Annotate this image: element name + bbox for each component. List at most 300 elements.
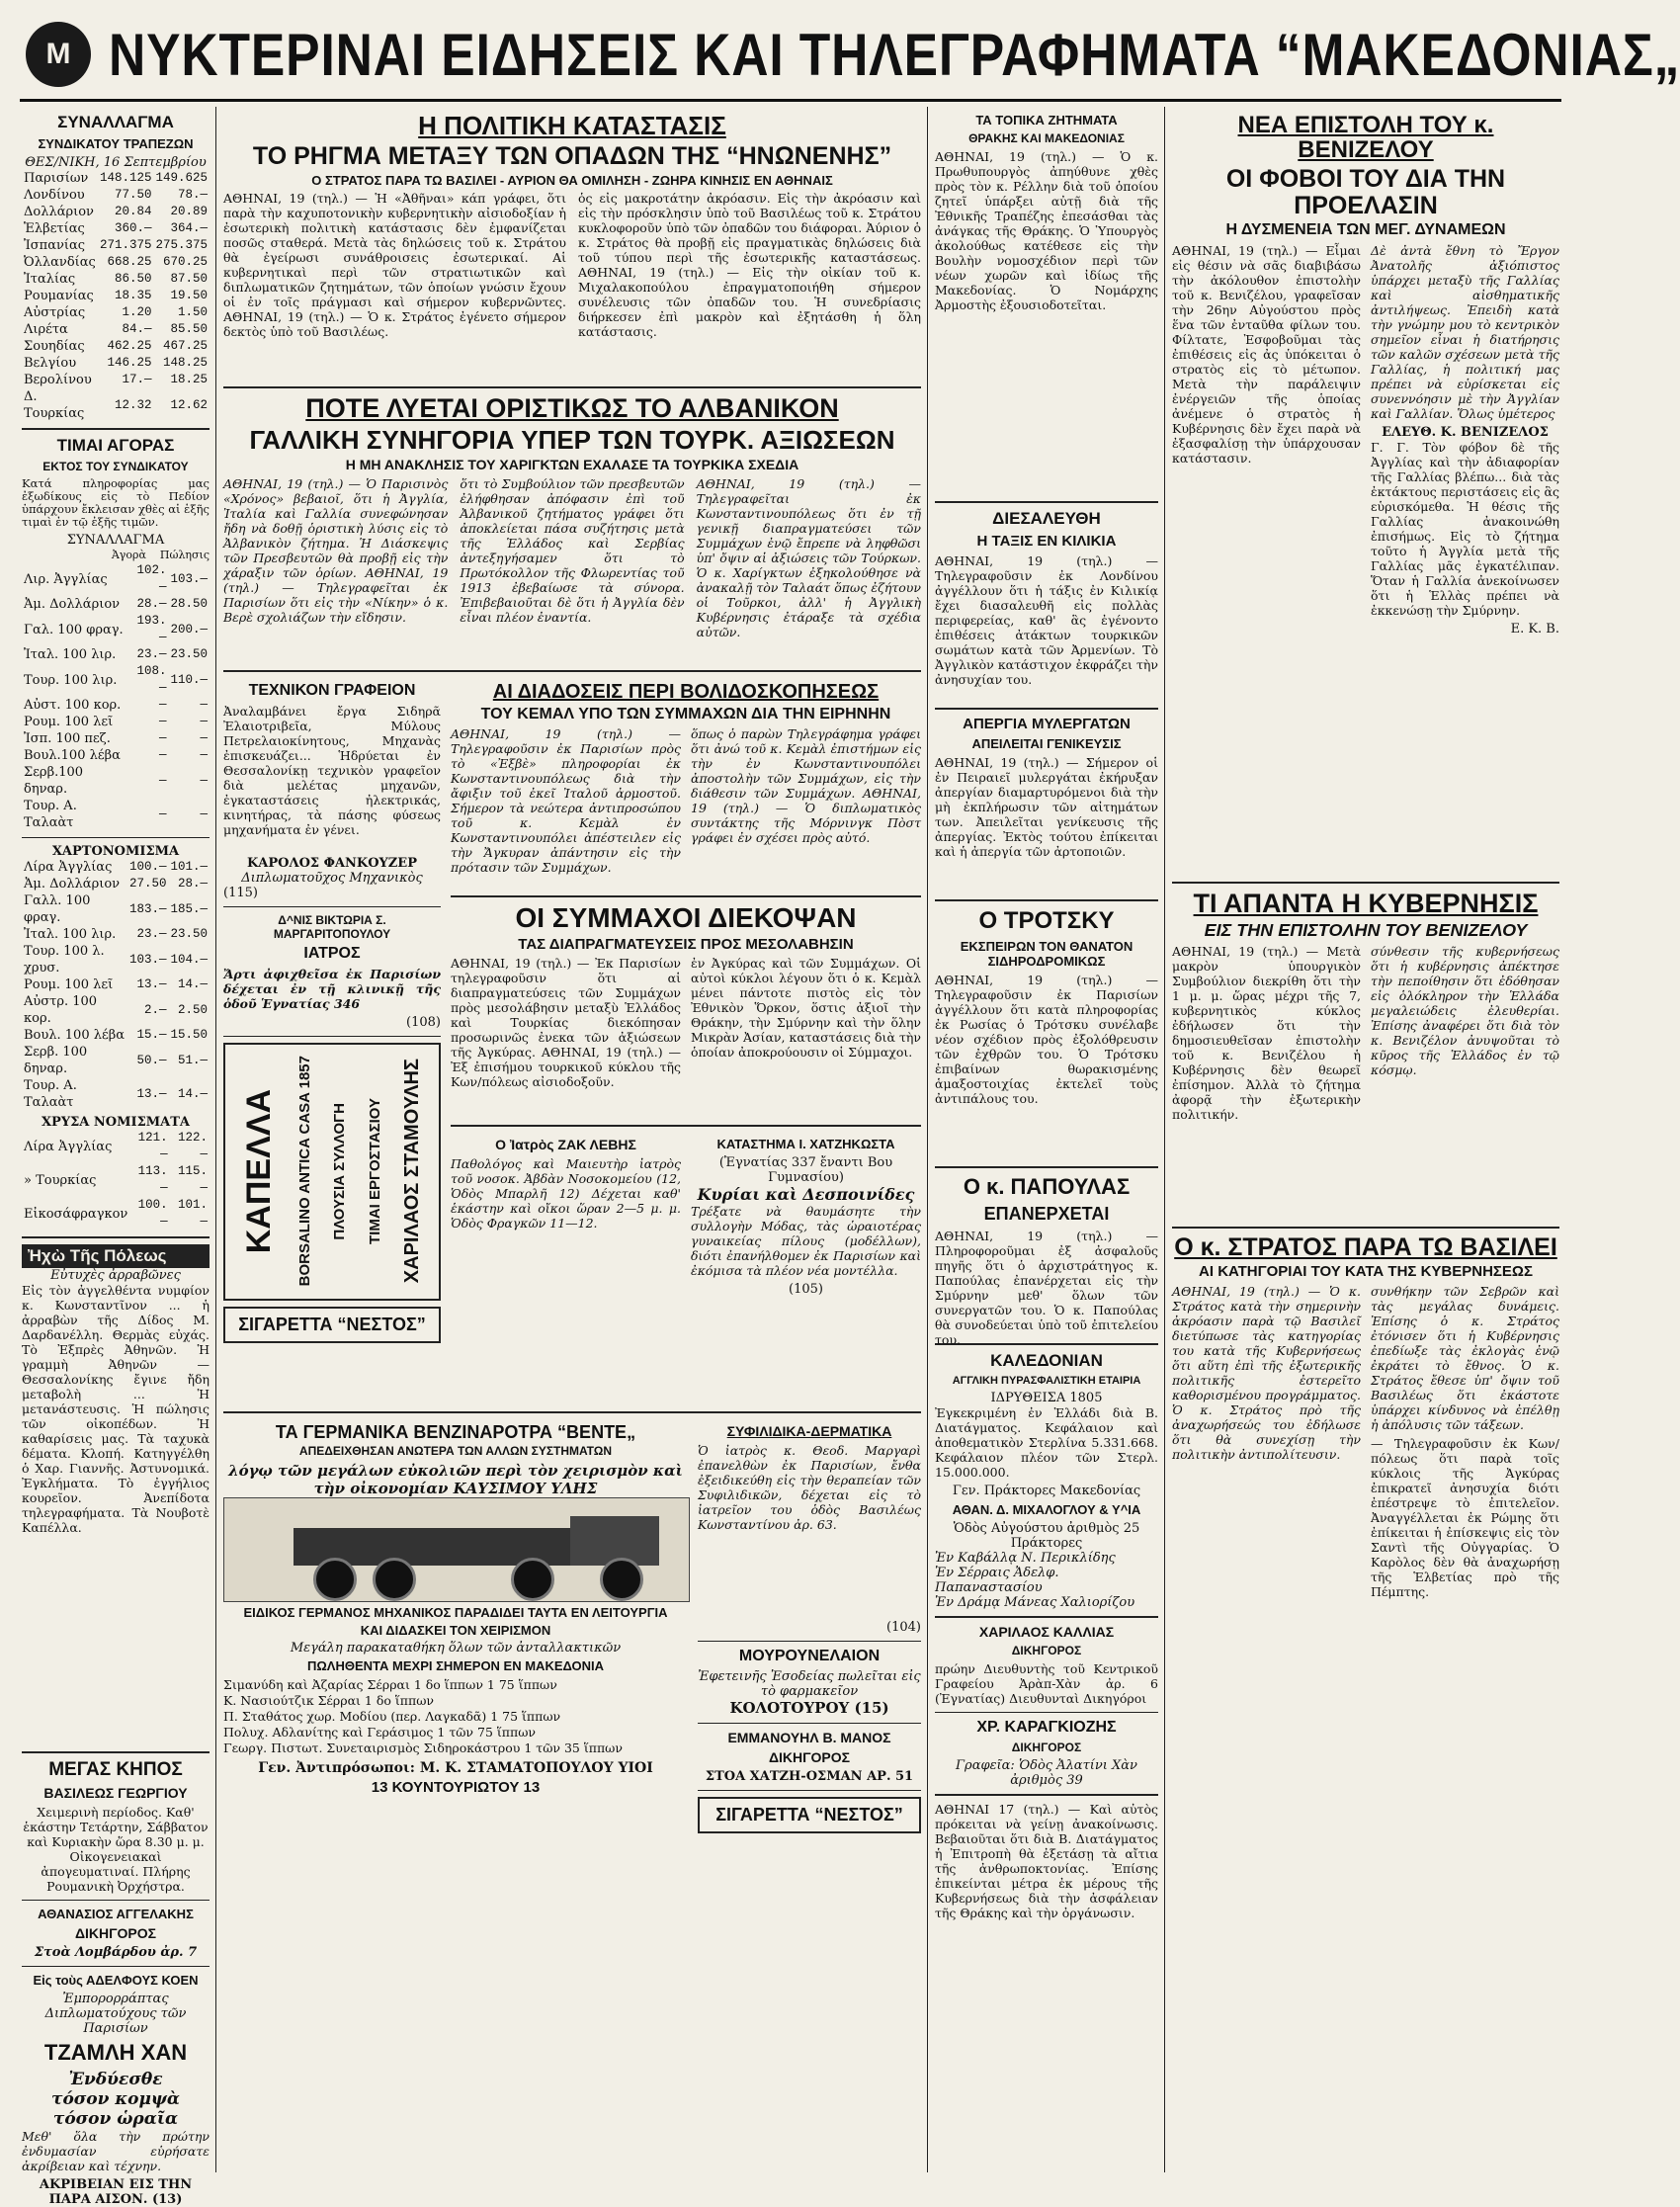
- table-row: [22, 714, 210, 730]
- echo-subtitle: Εὐτυχὲς ἀρραβῶνες: [50, 1268, 181, 1283]
- fx-subtitle: ΣΥΝΔΙΚΑΤΟΥ ΤΡΑΠΕΖΩΝ: [38, 136, 194, 151]
- cigarette-advert: ΣΙΓΑΡΕΤΤΑ “ΝΕΣΤΟΣ”: [698, 1797, 921, 1833]
- king-body-1: ΑΘΗΝΑΙ, 19 (τηλ.) — Ὁ κ. Στράτος κατὰ τὴν σημερινὴν ἀκρόασιν παρὰ τῷ Βασιλεῖ διετύπωσε τὰς κατηγορίας του κατὰ τῆς Κυβερνήσεως ὅτι αὕτη ἐπὶ τῆς ἐξωτερικῆς πολιτικῆς ἐστερεῖτο καθορισμένου προγράμματος. Ὁ κ. Στράτος πρὸ τῆς ἀναχωρήσεώς του ἐδήλωσε ὅτι θὰ συνεχίσῃ τὴν πολιτικὴν ἀντιπολίτευσιν.: [1172, 1283, 1361, 1462]
- row-value: —: [158, 748, 167, 762]
- row-value: 102.—: [136, 563, 167, 594]
- gold-coins-table: [22, 1130, 210, 1231]
- row-label: Ἰταλ. 100 λιρ.: [24, 647, 117, 662]
- lawyer-name: ΑΘΑΝΑΣΙΟΣ ΑΓΓΕΛΑΚΗΣ: [38, 1907, 194, 1921]
- row-value: 18.25: [170, 373, 208, 386]
- row-value: 23.50: [170, 927, 208, 941]
- caledonian-address: Ὁδὸς Αὐγούστου ἀριθμὸς 25: [953, 1521, 1140, 1536]
- row-value: —: [158, 773, 167, 788]
- benz-title: ΤΑ ΓΕΡΜΑΝΙΚΑ ΒΕΝΖΙΝΑΡΟΤΡΑ “ΒΕΝΤΕ„: [275, 1421, 636, 1442]
- row-value: 1.50: [177, 305, 208, 319]
- kemal-body-1: ΑΘΗΝΑΙ, 19 (τηλ.) — Τηλεγραφοῦσιν ἐκ Παρισίων πρὸς τὸ «Ἐξβὲ» πληροφορίαι ἐκ Κωνσταντινουπόλεως διὰ τὴν ἄφιξιν τοῦ ἐκεῖ Ἰταλοῦ ἀρμοστοῦ. Σήμερον τὰ νεώτερα ἀντιπροσώπου τοῦ κ. Κεμὰλ ἐν Κωνσταντινουπόλει ἀπέστειλεν εἰς τὴν Ἄγκυραν ἀπάντησιν εἰς τὴν πρότασιν τῶν Συμμάχων.: [451, 726, 681, 876]
- row-value: 271.375: [99, 238, 152, 252]
- row-value: —: [200, 715, 208, 728]
- kipos-body: Χειμερινὴ περίοδος. Καθ' ἑκάστην Τετάρτην, Σάββατον καὶ Κυριακὴν ὥρα 8.30 μ. μ. Οἰκογενειακαὶ ἀπογευματιναί. Πλήρης Ρουμανικὴ Ὀρχήστρα.: [23, 1805, 209, 1894]
- tailor-line: Κυρίαι καὶ Δεσποινίδες: [697, 1185, 915, 1205]
- row-value: 20.84: [114, 205, 152, 218]
- kipos-subtitle: ΒΑΣΙΛΕΩΣ ΓΕΩΡΓΙΟΥ: [43, 1785, 188, 1801]
- row-value: 104.—: [170, 952, 208, 967]
- column-rule: [1164, 107, 1165, 2172]
- koen-body: Μεθ' ὅλα τὴν πρώτην ἐνδυμασίαν εὑρήσατε ἀκρίβειαν καὶ τέχνην.: [22, 2129, 210, 2173]
- row-label: » Τουρκίας: [24, 1172, 97, 1188]
- local-title: ΤΑ ΤΟΠΙΚΑ ΖΗΤΗΜΑΤΑ: [975, 113, 1118, 127]
- caledonian-agent: ΑΘΑΝ. Δ. ΜΙΧΑΛΟΓΛΟΥ & Υ^ΙΑ: [952, 1502, 1141, 1517]
- albania-body-2: ὅτι τὸ Συμβούλιον τῶν πρεσβευτῶν ἐλήφθησαν ἀπόφασιν ἐπὶ τοῦ Ἀλβανικοῦ ζητήματος γράφει ὅτι ἀποκλείεται πάσα συζήτησις μετὰ τῆς Ἑλλάδος καὶ Σερβίας ἀντεξηγήσαμεν ὅτι τὸ Πρωτόκολλον τῆς Φλωρεντίας τοῦ 1913 ἐβεβαίωσε τὰ σύνορα. Ἐπιβεβαιοῦται δὲ ὅτι ἡ Ἀγγλία δὲν εἶναι πλέον ἐναντία.: [460, 475, 685, 625]
- row-value: 27.50: [128, 877, 167, 891]
- row-value: 28.50: [170, 597, 208, 611]
- table-row: [22, 338, 210, 355]
- caledonian-agent-line: Ἐν Σέρραις Ἀδελφ. Παπαναστασίου: [935, 1566, 1059, 1595]
- king-body-2: συνθήκην τῶν Σεβρῶν καὶ τὰς μεγάλας δυνάμεις. Ἐπίσης ὁ κ. Στράτος ἐτόνισεν ὅτι ἡ Κυβέρνησις ἐπεδίωξε τὰς ἐκλογὰς ἐνῷ ἐκράτει τὸ ἔθνος. Ὁ κ. Στράτος ἔθεσε ὑπ' ὄψιν τοῦ Βασιλέως ὅτι ἐκάστοτε ὑπάρχει κίνδυνος νὰ ἐπέλθῃ ἡ ἀπόλυσις τῶν τάξεων.: [1371, 1283, 1559, 1432]
- tailor-subtitle: (Ἐγνατίας 337 ἔναντι Βου Γυμνασίου): [718, 1155, 893, 1186]
- politics-headline: ΤΟ ΡΗΓΜΑ ΜΕΤΑΞΥ ΤΩΝ ΟΠΑΔΩΝ ΤΗΣ “ΗΝΩΝΕΝΗΣ”: [252, 142, 892, 171]
- tech-number: (115): [223, 885, 258, 900]
- manos-name: ΕΜΜΑΝΟΥΗΛ Β. ΜΑΝΟΣ: [727, 1729, 891, 1745]
- lawyer-title: ΔΙΚΗΓΟΡΟΣ: [74, 1925, 157, 1941]
- row-label: Σερβ. 100 δηναρ.: [24, 1045, 88, 1076]
- row-value: —: [200, 748, 208, 762]
- fx-table: [22, 170, 210, 422]
- market-title: ΤΙΜΑΙ ΑΓΟΡΑΣ: [56, 436, 175, 455]
- table-row: [22, 237, 210, 254]
- kemal-headline: ΤΟΥ ΚΕΜΑΛ ΥΠΟ ΤΩΝ ΣΥΜΜΑΧΩΝ ΔΙΑ ΤΗΝ ΕΙΡΗΝΗΝ: [480, 705, 891, 722]
- row-label: Ρουμ. 100 λεῖ: [24, 977, 114, 992]
- papoulas-subtitle: ΕΠΑΝΕΡΧΕΤΑΙ: [983, 1204, 1110, 1224]
- table-row: [22, 170, 210, 187]
- row-label: Τουρ. Α. Ταλαὰτ: [24, 799, 77, 830]
- hats-text: ΧΑΡΙΛΑΟΣ ΣΤΑΜΟΥΛΗΣ: [400, 1059, 423, 1284]
- table-row: [22, 388, 210, 422]
- row-value: 50.—: [136, 1053, 167, 1067]
- table-row: [22, 204, 210, 220]
- kallias-body: πρώην Διευθυντὴς τοῦ Κεντρικοῦ Γραφείου Ἀρὰπ-Χὰν ἀρ. 6 (Ἐγνατίας) Διευθυνταὶ Δικηγόροι: [935, 1661, 1158, 1706]
- lawyer-address: Στοὰ Λομβάρδου ἀρ. 7: [34, 1945, 198, 1960]
- masthead-title: ΝΥΚΤΕΡΙΝΑΙ ΕΙΔΗΣΕΙΣ ΚΑΙ ΤΗΛΕΓΡΑΦΗΜΑΤΑ “ΜΑΚΕΔΟΝΙΑΣ„: [109, 22, 1680, 88]
- table-row: [22, 764, 210, 798]
- benz-address: 13 ΚΟΥΝΤΟΥΡΙΩΤΟΥ 13: [371, 1778, 541, 1796]
- row-label: Βερολίνου: [24, 373, 92, 387]
- tractor-illustration: [223, 1497, 690, 1602]
- kallias-name: ΧΑΡΙΛΑΟΣ ΚΑΛΛΙΑΣ: [978, 1624, 1115, 1640]
- venizelos-body-2: Δὲ ἀντὰ ἔθνη τὸ Ἔργον Ἀνατολῆς ἀξιόπιστος ὑπάρχει μεταξὺ τῆς Γαλλίας καὶ αἰσθηματικῆς ἀντιλήψεως. Ἐπειδὴ κατὰ τὴν γνώμην μου τὸ κεντρικὸν σημεῖον εἶναι ἡ διατήρησις τῶν καλῶν σχέσεων μετὰ τῆς Γαλλίας, ἡ πολιτική μας πρέπει νὰ εὑρίσκεται εἰς συνεννόησιν μὲ τὴν Ἀγγλίαν καὶ Γαλλίαν. Ὅλως ὑμέτερος: [1371, 242, 1559, 421]
- echo-title: Ἠχὼ Τῆς Πόλεως: [22, 1244, 210, 1268]
- market-fx-head: Ἀγορὰ Πώλησις: [111, 549, 210, 561]
- local-body: ΑΘΗΝΑΙ, 19 (τηλ.) — Ὁ κ. Πρωθυπουργὸς ἀπηύθυνε χθὲς πρὸς τὸν κ. Ρέλλην διὰ τοῦ ὁποίου ζητεῖ ὑπάρξει αὐτῇ διὰ τῆς Ἐθνικῆς Τραπέζης ἐπεσάσθαι τὰς ἀνάγκας τῆς Θράκης. Ὁ Ὑπουργὸς ἀκολούθως κατέθεσε εἰς τὴν Βουλὴν νομοσχέδιον περὶ τῶν νέων χωρῶν καὶ ἰδίως τῆς Μακεδονίας. Ὁ Νομάρχης Ἀρμοστὴς ἐξουσιοδοτεῖται.: [935, 149, 1158, 312]
- row-value: 467.25: [162, 339, 208, 353]
- row-value: 103.—: [128, 952, 167, 967]
- table-row: [22, 187, 210, 204]
- market-fx-table: [22, 562, 210, 831]
- cilicia-subtitle: Η ΤΑΞΙΣ ΕΝ ΚΙΛΙΚΙΑ: [976, 533, 1117, 550]
- table-row: [22, 747, 210, 764]
- row-value: 115.—: [177, 1164, 208, 1195]
- table-row: [22, 1197, 210, 1231]
- news-column: [935, 109, 1158, 2174]
- column-rule: [215, 107, 216, 2172]
- hats-text: BORSALINO ANTICA CASA 1857: [296, 1056, 314, 1287]
- row-value: 275.375: [155, 238, 208, 252]
- allies-subhead: ΤΑΣ ΔΙΑΠΡΑΓΜΑΤΕΥΣΕΙΣ ΠΡΟΣ ΜΕΣΟΛΑΒΗΣΙΝ: [518, 935, 854, 953]
- syph-number: (104): [886, 1619, 921, 1635]
- tailor-number: (105): [789, 1282, 823, 1298]
- row-value: —: [158, 806, 167, 821]
- row-label: Ὀλλανδίας: [24, 255, 96, 270]
- row-label: Ἀμ. Δολλάριον: [24, 597, 121, 612]
- row-value: 148.125: [99, 171, 152, 185]
- row-value: —: [158, 698, 167, 712]
- venizelos-kicker: ΝΕΑ ΕΠΙΣΤΟΛΗ ΤΟΥ κ. ΒΕΝΙΖΕΛΟΥ: [1237, 112, 1494, 164]
- row-label: Δολλάριον: [24, 205, 94, 219]
- table-row: [22, 596, 210, 613]
- row-value: 28.—: [177, 877, 208, 891]
- row-value: 19.50: [170, 289, 208, 302]
- row-label: Γαλλ. 100 φραγ.: [24, 893, 91, 925]
- caledonian-subtitle: ΑΓΓΛΙΚΗ ΠΥΡΑΣΦΑΛΙΣΤΙΚΗ ΕΤΑΙΡΙΑ: [952, 1375, 1141, 1387]
- table-row: [22, 254, 210, 271]
- strike-body: ΑΘΗΝΑΙ, 19 (τηλ.) — Σήμερον οἱ ἐν Πειραιεῖ μυλεργάται ἐκήρυξαν ἀπεργίαν διαμαρτυρόμενοι διὰ τὴν μὴ ἐκπλήρωσιν τῶν αἰτημάτων των. Ἀπειλεῖται γενίκευσις τῆς ἀπεργίας. Ἐκτὸς τούτου ἐπίκειται καὶ ἡ ἀπεργία τῶν ἀρτοποιῶν.: [935, 755, 1158, 859]
- albania-body-1: ΑΘΗΝΑΙ, 19 (τηλ.) — Ὁ Παρισινὸς «Χρόνος» βεβαιοῖ, ὅτι ἡ Ἀγγλία, Ἰταλία καὶ Γαλλία συνεφώνησαν ἤδη νὰ δοθῇ ὁριστικὴ λύσις εἰς τὸ Ἀλβανικὸν ζήτημα. Ἡ Διάσκεψις τῶν Πρεσβευτῶν θὰ προβῇ εἰς τὴν χάραξιν τῶν ὁρίων. ΑΘΗΝΑΙ, 19 (τηλ.) — Τηλεγραφεῖται ἐκ Παρισίων ὅτι εἰς τὴν «Νίκην» ὁ κ. Βερὲ σχολιάζων τὴν εἴδησιν.: [223, 475, 449, 625]
- caledonian-agent-line: Ἐν Δράμᾳ Μάνεας Χαλιορίζου: [935, 1595, 1135, 1610]
- newspaper-emblem-icon: M: [26, 22, 91, 87]
- row-label: Αὐστ. 100 κορ.: [24, 698, 122, 713]
- row-value: 108.—: [136, 664, 167, 695]
- row-label: Τουρ. 100 λ. χρυσ.: [24, 944, 105, 976]
- row-value: 100.—: [137, 1198, 168, 1229]
- row-label: Ἰταλίας: [24, 272, 76, 287]
- king-headline: Ο κ. ΣΤΡΑΤΟΣ ΠΑΡΑ ΤΩ ΒΑΣΙΛΕΙ: [1174, 1232, 1557, 1261]
- row-label: Λίρα Ἀγγλίας: [24, 860, 113, 875]
- tailor-body: Τρέξατε νὰ θαυμάσητε τὴν συλλογὴν Μόδας, τὰς ὡραιοτέρας γυναικείας πίλους (μοδέλλων), διότι ἐπανήλθομεν ἐκ Παρισίων καὶ ἐκόμισα τὰ πλέον νέα μοντέλλα.: [691, 1204, 921, 1279]
- venizelos-initials: Ε. Κ. Β.: [1510, 621, 1559, 637]
- mourou-body: Ἐφετεινῆς Ἐσοδείας πωλεῖται εἰς τὸ φαρμακεῖον: [698, 1668, 921, 1699]
- trotsky-title: Ο ΤΡΟΤΣΚΥ: [978, 907, 1115, 934]
- row-value: —: [200, 773, 208, 788]
- row-value: 77.50: [114, 188, 152, 202]
- koen-subtitle: Ἐμπορορράπτας Διπλωματούχους τῶν Παρισίων: [44, 1992, 187, 2036]
- king-subhead: ΑΙ ΚΑΤΗΓΟΡΙΑΙ ΤΟΥ ΚΑΤΑ ΤΗΣ ΚΥΒΕΡΝΗΣΕΩΣ: [1199, 1263, 1533, 1281]
- market-note: Κατά πληροφορίας μας ἐξωδίκους εἰς τὸ Πεδίον ὑπάρχουν ἔκλεισαν χθὲς αἱ ἑξῆς τιμαὶ ἐν τῷ ἐξῆς τιμῶν.: [22, 476, 210, 529]
- benz-line-3: Μεγάλη παρακαταθήκη ὅλων τῶν ἀνταλλακτικῶν: [290, 1641, 622, 1656]
- table-row: [22, 976, 210, 993]
- row-value: 146.25: [107, 356, 152, 370]
- kemal-kicker: ΑΙ ΔΙΑΔΟΣΕΙΣ ΠΕΡΙ ΒΟΛΙΔΟΣΚΟΠΗΣΕΩΣ: [492, 680, 880, 703]
- table-row: [22, 288, 210, 304]
- politics-subhead: Ο ΣΤΡΑΤΟΣ ΠΑΡΑ ΤΩ ΒΑΣΙΛΕΙ - ΑΥΡΙΟΝ ΘΑ ΟΜΙΛΗΣΗ - ΖΩΗΡΑ ΚΙΝΗΣΙΣ ΕΝ ΑΘΗΝΑΙΣ: [311, 172, 833, 188]
- benz-row: Γεωργ. Πιστωτ. Συνεταιρισμὸς Σιδηροκάστρου 1 τῶν 35 ἵππων: [223, 1740, 623, 1755]
- row-value: 17.—: [122, 373, 152, 386]
- row-value: 103.—: [170, 571, 208, 586]
- doctor-title: ΙΑΤΡΟΣ: [303, 944, 361, 962]
- zak-body: Παθολόγος καὶ Μαιευτὴρ ἰατρὸς τοῦ νοσοκ. Ἀβδὰν Νοσοκομείου (12, Ὁδὸς Μπαρλῆ 12) Δέχεται καθ' ἑκάστην καὶ οἴκοι ὥραν 2—5 μ. μ. Ὁδὸς Φραγκῶν 11—12.: [451, 1156, 681, 1231]
- benz-row: Σιμανύδη καὶ Ἀζαρίας Σέρραι 1 δο ἵππων 1 75 ἵππων: [223, 1676, 557, 1692]
- row-value: 84.—: [122, 322, 152, 336]
- row-label: Τουρ. Α. Ταλαὰτ: [24, 1078, 77, 1110]
- row-value: 183.—: [128, 901, 167, 916]
- row-value: 2.—: [143, 1002, 167, 1017]
- reply-body-1: ΑΘΗΝΑΙ, 19 (τηλ.) — Μετὰ μακρὸν ὑπουργικὸν Συμβούλιον διεκρίθη ὅτι τὴν 1 μ. μ. ὥρας μέχρι τῆς 7, κυβερνητικὸς κύκλος ἐδήλωσεν ὅτι τὴν δημοσιευθεῖσαν ἐπιστολὴν τοῦ κ. Βενιζέλου ἡ Κυβέρνησις δὲν θεωρεῖ ἐπίσημον. Ἀλλὰ τὸ ζήτημα ἀφορᾷ τὴν ἐξωτερικὴν πολιτικήν.: [1172, 943, 1361, 1122]
- venizelos-body-3: Γ. Γ. Τὸν φόβον δὲ τῆς Ἀγγλίας καὶ τὴν ἀδιαφορίαν τῆς Γαλλίας βλέπω... διὰ τὰς ἐκτάκτους περιστάσεις εἰς ἃς εὑρισκόμεθα. Ἡ θέσις τῆς Γαλλίας ἀνακοινώθη ἐπισήμως. Εἰς τὸ ζήτημα τοῦτο ἡ Ἀγγλία μετὰ τῆς Γαλλίας μᾶς ἐγκατέλιπαν. Ὅταν ἡ Γαλλία ἀνεκοίνωσεν ὅτι ἡ Ἑλλὰς πρέπει νὰ ἐκκενώσῃ τὴν Σμύρνην.: [1371, 439, 1559, 618]
- doctor-body: Ἄρτι ἀφιχθεῖσα ἐκ Παρισίων δέχεται ἐν τῇ κλινικῇ τῆς ὁδοῦ Ἑγνατίας 346: [223, 966, 441, 1011]
- table-row: [22, 372, 210, 388]
- karagiozis-address: Γραφεῖα: Ὁδὸς Ἀλατίνι Χὰν ἀριθμὸς 39: [956, 1758, 1137, 1788]
- row-value: 87.50: [170, 272, 208, 286]
- table-row: [22, 1077, 210, 1111]
- row-value: 364.—: [170, 221, 208, 235]
- row-value: 110.—: [170, 672, 208, 687]
- benz-subtitle-2: λόγῳ τῶν μεγάλων εὐκολιῶν περὶ τὸν χειρισμὸν καὶ τὴν οἰκονομίαν ΚΑΥΣΙΜΟΥ ΥΛΗΣ: [228, 1462, 683, 1497]
- politics-body-right: ὁς εἰς μακροτάτην ἀκρόασιν. Εἰς τὴν ἀκρόασιν καὶ εἰς τὴν πρόσκλησιν ὑπὸ τοῦ Βασιλέως τοῦ κ. Στράτου κυκλοφοροῦν ὑπὸ τῶν ὀπαδῶν του διάφοραι. Ἀύριον ὁ κ. Στράτος θὰ προβῇ εἰς πραγματικὰς δηλώσεις διὰ τοῦ τύπου περὶ τῆς ἐσωτερικῆς καταστάσεως. ΑΘΗΝΑΙ, 19 (τηλ.) — Εἰς τὴν οἰκίαν τοῦ κ. Μιχαλακοπούλου ἐπραγματοποιήθη σήμερον συνέλευσις τῶν ὀπαδῶν του. Ἡ συνεδρίασις διήρκεσεν ἐπὶ μακρὸν καὶ ἐξητάσθη ἡ ὅλη κατάστασις.: [578, 191, 921, 340]
- syph-body: Ὁ ἰατρὸς κ. Θεοδ. Μαργαρὶ ἐπανελθὼν ἐκ Παρισίων, ἔνθα ἐξειδικεύθη εἰς τὴν θεραπείαν τῶν Συφιλιδικῶν, δέχεται εἰς τὸ ἰατρεῖον του ὁδὸς Βασιλέως Κωνσταντίνου ἀρ. 63.: [698, 1442, 921, 1532]
- karagiozis-title: ΔΙΚΗΓΟΡΟΣ: [1011, 1740, 1082, 1754]
- albania-kicker: ΠΟΤΕ ΛΥΕΤΑΙ ΟΡΙΣΤΙΚΩΣ ΤΟ ΑΛΒΑΝΙΚΟΝ: [305, 393, 839, 424]
- cigarette-advert: ΣΙΓΑΡΕΤΤΑ “ΝΕΣΤΟΣ”: [223, 1307, 441, 1343]
- row-value: —: [200, 698, 208, 712]
- table-row: [22, 859, 210, 876]
- row-label: Ἀμ. Δολλάριον: [24, 877, 121, 891]
- table-row: [22, 892, 210, 926]
- papoulas-body: ΑΘΗΝΑΙ, 19 (τηλ.) — Πληροφοροῦμαι ἐξ ἀσφαλοῦς πηγῆς ὅτι ὁ ἀρχιστράτηγος κ. Παπούλας ἐπανέρχεται εἰς τὴν Σμύρνην μεθ' ὅλων τῶν συνεργατῶν του. Ὁ κ. Παπούλας θὰ συνοδεύεται ὑπὸ τοῦ ἐπιτελείου του.: [935, 1229, 1158, 1347]
- gold-title: ΧΡΥΣΑ ΝΟΜΙΣΜΑΤΑ: [41, 1115, 191, 1130]
- hats-text: ΠΛΟΥΣΙΑ ΣΥΛΛΟΓΗ: [331, 1102, 349, 1240]
- row-value: 193.—: [136, 614, 167, 644]
- row-value: 668.25: [107, 255, 152, 269]
- row-label: Λιρέτα: [24, 322, 68, 337]
- trotsky-body: ΑΘΗΝΑΙ, 19 (τηλ.) — Τηλεγραφοῦσιν ἐκ Παρισίων ἀγγέλλουν ὅτι κατὰ πληροφορίας ἐκ Ρωσίας ὁ Τρότσκυ συνέλαβε νέον σχέδιον πρὸς ἐξολόθρευσιν τῶν ἐχθρῶν του. Ὁ Τρότσκυ ἐπιβαίνων θωρακισμένης ἁμαξοστοιχίας ἐκτελεῖ τοὺς ἀντιπάλους του.: [935, 973, 1158, 1106]
- table-row: [22, 321, 210, 338]
- row-value: 12.32: [114, 397, 152, 412]
- table-row: [22, 562, 210, 596]
- row-value: 51.—: [177, 1053, 208, 1067]
- venizelos-headline: ΟΙ ΦΟΒΟΙ ΤΟΥ ΔΙΑ ΤΗΝ ΠΡΟΕΛΑΣΙΝ: [1225, 165, 1506, 219]
- benz-row: Κ. Νασιούτζικ Σέρραι 1 δο ἵππων: [223, 1692, 435, 1708]
- row-label: Ἑλβετίας: [24, 221, 85, 236]
- row-label: Ρουμ. 100 λεῖ: [24, 715, 114, 729]
- mourou-name: ΚΟΛΟΤΟΥΡΟΥ (15): [729, 1698, 889, 1717]
- row-label: Εἰκοσάφραγκον: [24, 1206, 128, 1222]
- allies-body-1: ΑΘΗΝΑΙ, 19 (τηλ.) — Ἐκ Παρισίων τηλεγραφοῦσιν ὅτι αἱ διαπραγματεύσεις τῶν Συμμάχων πρὸς μεσολάβησιν μεταξὺ Ἑλλάδος καὶ Τουρκίας διεκόπησαν προσωρινῶς ἐνεκα τῶν ἀξιώσεων τῆς Ἀγκύρας. ΑΘΗΝΑΙ, 19 (τηλ.) — Ἐξ ἐπισήμου τουρκικοῦ κύκλου τῆς Κων/πόλεως αἰσιοδοξοῦν.: [451, 956, 681, 1090]
- koen-line: τόσον κομψὰ: [51, 2089, 180, 2109]
- benz-rows: [223, 1677, 688, 1756]
- row-value: 185.—: [170, 901, 208, 916]
- row-value: 360.—: [114, 221, 152, 235]
- tech-signature-sub: Διπλωματοῦχος Μηχανικὸς: [241, 870, 423, 886]
- benz-row: Πολυχ. Αδλανίτης καὶ Γεράσιμος 1 τῶν 75 ἵππων: [223, 1724, 536, 1740]
- politics-body-left: ΑΘΗΝΑΙ, 19 (τηλ.) — Ἡ «Ἀθῆναι» κάπ γράφει, ὅτι παρὰ τὴν καχυποτονικὴν κυβερνητικὴν αἰσιοδοξίαν ἡ ἐσωτερικὴ πολιτικὴ κατάστασις δὲν ἐμφανίζεται ποσῶς σταθερά. Μετὰ τὰς δηλώσεις τοῦ κ. Στράτου θὰ ἐγείρωσι συνάθροισεις ἐσωτερικαί. Αἱ κυβερνητικαὶ περὶ τῶν στρατιωτικῶν καὶ διπλωματικῶν ζητημάτων, τῶν ὁποίων γνώσιν ἔχουν οἱ ἐν τοῖς πράγμασι καὶ σήμερον κυβερνῶντες. ΑΘΗΝΑΙ, 19 (τηλ.) — Ὁ κ. Στράτος ἐγένετο σήμερον δεκτὸς ὑπὸ τοῦ Βασιλέως.: [223, 191, 566, 340]
- row-label: Σερβ.100 δηναρ.: [24, 765, 84, 797]
- papoulas-title: Ο κ. ΠΑΠΟΥΛΑΣ: [963, 1174, 1131, 1199]
- row-value: 101.—: [170, 860, 208, 874]
- row-value: —: [158, 731, 167, 745]
- row-value: 23.—: [136, 647, 167, 661]
- row-value: 86.50: [114, 272, 152, 286]
- trotsky-subtitle: ΕΚΣΠΕΙΡΩΝ ΤΟΝ ΘΑΝΑΤΟΝ ΣΙΔΗΡΟΔΡΟΜΙΚΩΣ: [960, 939, 1134, 969]
- row-label: Παρισίων: [24, 171, 89, 186]
- row-label: Βουλ. 100 λέβα: [24, 1028, 126, 1043]
- manos-title: ΔΙΚΗΓΟΡΟΣ: [768, 1748, 851, 1765]
- table-row: [22, 926, 210, 943]
- local-subtitle: ΘΡΑΚΗΣ ΚΑΙ ΜΑΚΕΔΟΝΙΑΣ: [968, 131, 1125, 145]
- row-value: 122.—: [177, 1131, 208, 1161]
- doctor-number: (108): [406, 1014, 441, 1030]
- benz-line-2: ΚΑΙ ΔΙΔΑΣΚΕΙ ΤΟΝ ΧΕΙΡΙΣΜΟΝ: [360, 1622, 551, 1638]
- politics-kicker: Η ΠΟΛΙΤΙΚΗ ΚΑΤΑΣΤΑΣΙΣ: [418, 111, 726, 140]
- row-label: Λιρ. Ἀγγλίας: [24, 571, 108, 587]
- tailor-title: ΚΑΤΑΣΤΗΜΑ Ι. ΧΑΤΖΗΚΩΣΤΑ: [716, 1137, 895, 1152]
- table-row: [22, 646, 210, 663]
- koen-name: ΤΖΑΜΛΗ ΧΑΝ: [43, 2040, 188, 2065]
- kipos-title: ΜΕΓΑΣ ΚΗΠΟΣ: [48, 1759, 183, 1780]
- table-row: [22, 876, 210, 892]
- market-subtitle: ΕΚΤΟΣ ΤΟΥ ΣΥΝΔΙΚΑΤΟΥ: [42, 460, 189, 473]
- row-value: 13.—: [136, 1086, 167, 1101]
- row-value: 121.—: [137, 1131, 168, 1161]
- row-value: 148.25: [162, 356, 208, 370]
- table-row: [22, 993, 210, 1027]
- doctor-name: Δ^ΝΙΣ ΒΙΚΤΩΡΙΑ Σ. ΜΑΡΓΑΡΙΤΟΠΟΥΛΟΥ: [273, 912, 391, 941]
- masthead: [20, 14, 1680, 102]
- row-label: Σουηδίας: [24, 339, 85, 354]
- row-value: 149.625: [155, 171, 208, 185]
- table-row: [22, 730, 210, 747]
- venizelos-body-1: ΑΘΗΝΑΙ, 19 (τηλ.) — Εἶμαι εἰς θέσιν νὰ σᾶς διαβιβάσω τὴν ἀκόλουθον ἐπιστολὴν τοῦ κ. Βενιζέλου, γραφεῖσαν τὴν 26ην Αὐγούστου πρὸς ἕνα τῶν ἐνταῦθα φίλων του. Φίλτατε, Ἐσφοβοῦμαι τὰς ἐπιθέσεις εἰς ἀς ὑπόκειται ὁ στρατὸς εἰς τὸ μέτωπον. Μετὰ τὴν παράλειψιν ἐνέργειῶν τῆς ὁποίας ἀνέμενε ὁ στρατὸς ἡ Κυβέρνησις δὲν ἔχει παρὰ νὰ ἐξασφαλίσῃ τὴν ὑπάρχουσαν κατάστασιν.: [1172, 242, 1361, 466]
- table-row: [22, 697, 210, 714]
- row-value: 1.20: [122, 305, 152, 319]
- venizelos-subhead: Η ΔΥΣΜΕΝΕΙΑ ΤΩΝ ΜΕΓ. ΔΥΝΑΜΕΩΝ: [1225, 220, 1506, 238]
- row-label: Ἰσπανίας: [24, 238, 86, 253]
- manos-address: ΣΤΟΑ ΧΑΤΖΗ-ΟΣΜΑΝ ΑΡ. 51: [705, 1768, 914, 1784]
- table-row: [22, 1044, 210, 1077]
- kemal-body-2: ὅπως ὁ παρὼν Τηλεγράφημα γράφει ὅτι ἀνώ τοῦ κ. Κεμὰλ ἐπιστήμων εἰς τὴν ἐν Κωνσταντινουπόλει ἀποστολὴν τῶν Συμμάχων, εἰς τὴν διάθεσιν τῶν Συμμάχων. ΑΘΗΝΑΙ, 19 (τηλ.) — Ὁ διπλωματικὸς συντάκτης τῆς Μόρνινγκ Πὸστ γράφει ἐν σχέσει πρὸς αὐτό.: [691, 726, 921, 846]
- king-body-3: — Τηλεγραφοῦσιν ἐκ Κων/πόλεως ὅτι παρὰ τοῖς κύκλοις τῆς Ἀγκύρας ἐπικρατεῖ ἀνησυχία διότι ἐπέστρεψε τὸ ἐπιτελεῖον. Ἀναγγέλλεται ἐκ Ρώμης ὅτι ἐπίκειται ἡ ἐπίσκεψις εἰς τὸν Σαντὶ τῆς Οὐγγαρίας. Ὁ Καρὸλος δὲν θὰ ἀναχωρήσῃ τῆς Ἑλβετίας πρὸ τῆς Πέμπτης.: [1371, 1435, 1559, 1599]
- table-row: [22, 220, 210, 237]
- table-row: [22, 271, 210, 288]
- fx-title: ΣΥΝΑΛΛΑΓΜΑ: [57, 113, 174, 131]
- zak-title: Ο Ἰατρὸς ΖΑΚ ΛΕΒΗΣ: [495, 1137, 636, 1153]
- row-label: Λίρα Ἀγγλίας: [24, 1139, 113, 1154]
- row-value: 18.35: [114, 289, 152, 302]
- row-label: Αὐστρίας: [24, 305, 86, 320]
- athens17-body: ΑΘΗΝΑΙ 17 (τηλ.) — Καὶ αὐτὸς πρόκειται νὰ γείνῃ ἀνακοίνωσις. Βεβαιοῦται ὅτι διὰ Β. Διατάγματος ἡ Ἐπιτροπὴ θὰ ἐξετάσῃ τὰ αἴτια τῆς ἀνθρωποκτονίας. Ἐπίσης ἐπικείνται μέτρα ἐκ μέρους τῆς Κυβερνήσεως διὰ τὴν ἀσφάλειαν τῆς Θράκης καὶ τὴν ὀργάνωσιν.: [935, 1802, 1158, 1920]
- echo-body: Εἰς τὸν ἀγγελθέντα νυμφίον κ. Κωνσταντῖνον ... ἡ ἀρραβὼν τῆς Δίδος Μ. Δαρδανέλλη. Θερμὰς εὐχάς. Τὸ Ἐξπρὲς Ἀθηνῶν. Ἡ γραμμὴ Ἀθηνῶν — Θεσσαλονίκης ἔγινε ἤδη μεταβολὴ ... Ἡ μετανάστευσις. Ἡ πώλησις τῶν οἰκοπέδων. Ἡ καθαρίσεις μας. Τὰ ταχυκὰ δέματα. Κλοπή. Κατηγγέλθη ὁ Χαρ. Γιαννῆς. Ἀστυνομικά. Ἐγκλήματα. Τὸ ἐγγήλιος κουρεῖον. Ἀνεπίδοτα τηλεγραφήματα. Τὰ Νουβοτὲ Καπέλλα.: [22, 1283, 210, 1535]
- row-value: 14.—: [177, 977, 208, 991]
- row-value: 12.62: [170, 397, 208, 412]
- center-section: [223, 109, 921, 2174]
- table-row: [22, 1130, 210, 1163]
- row-value: 14.—: [177, 1086, 208, 1101]
- caledonian-agent-line: Ἐν Καβάλλᾳ Ν. Περικλίδης: [935, 1551, 1116, 1566]
- row-value: 13.—: [136, 977, 167, 991]
- row-value: 200.—: [170, 622, 208, 637]
- left-column: [22, 109, 210, 2207]
- reply-subhead: ΕΙΣ ΤΗΝ ΕΠΙΣΤΟΛΗΝ ΤΟΥ ΒΕΝΙΖΕΛΟΥ: [1204, 920, 1528, 941]
- row-label: Γαλ. 100 φραγ.: [24, 622, 124, 637]
- row-value: 15.50: [170, 1028, 208, 1042]
- row-value: —: [200, 731, 208, 745]
- caledonian-agent-title: Γεν. Πράκτορες Μακεδονίας: [952, 1484, 1141, 1498]
- koen-title: Εἰς τοὺς ΑΔΕΛΦΟΥΣ ΚΟΕΝ: [33, 1973, 199, 1988]
- benz-line-1: ΕΙΔΙΚΟΣ ΓΕΡΜΑΝΟΣ ΜΗΧΑΝΙΚΟΣ ΠΑΡΑΔΙΔΕΙ ΤΑΥΤΑ ΕΝ ΛΕΙΤΟΥΡΓΙΑ: [243, 1605, 668, 1620]
- hats-text: ΚΑΠΕΛΛΑ: [240, 1088, 279, 1254]
- row-value: 100.—: [128, 860, 167, 874]
- allies-body-2: ἐν Ἀγκύρας καὶ τῶν Συμμάχων. Οἱ αὐτοὶ κύκλοι λέγουν ὅτι ὁ κ. Κεμὰλ μένει πάντοτε πιστὸς εἰς τὸν Ἐθνικὸν Ὅρκον, ὅστις ἀξιοῖ τὴν Θράκην, τὴν Σμύρνην καὶ τὴν ὅλην Μικρὰν Ἀσίαν, καταστάσεις διὰ τὴν ὁποίαν ἀποκρούουσιν οἱ Σύμμαχοι.: [691, 956, 921, 1061]
- row-value: 78.—: [177, 188, 208, 202]
- koen-line: τόσον ὡραῖα: [52, 2109, 179, 2129]
- banknotes-table: [22, 859, 210, 1111]
- albania-subhead: Η ΜΗ ΑΝΑΚΛΗΣΙΣ ΤΟΥ ΧΑΡΙΓΚΤΩΝ ΕΧΑΛΑΣΕ ΤΑ ΤΟΥΡΚΙΚΑ ΣΧΕΔΙΑ: [345, 456, 799, 472]
- column-rule: [927, 107, 928, 2172]
- row-value: —: [200, 806, 208, 821]
- right-column: [1172, 109, 1559, 2174]
- reply-body-2: σύνθεσιν τῆς κυβερνήσεως ὅτι ἡ κυβέρνησις ἀπέκτησε τὴν πεποίθησιν ὅτι ἐδόθησαν εἰς ὁλόκληρον τὴν Ἑλλάδα μεγαλειώδεις ἐλευθερίαι. Ἐπίσης ἀναφέρει ὅτι διὰ τὸν κ. Βενιζέλον ἀνυψοῦται τὸ κῦρος τῆς Ἑλλάδος ἐν τῷ κόσμῳ.: [1371, 943, 1559, 1077]
- table-row: [22, 613, 210, 646]
- caledonian-agents-title: Πράκτορες: [1010, 1536, 1083, 1551]
- table-row: [22, 304, 210, 321]
- tech-signature: ΚΑΡΟΛΟΣ ΦΑΝΚΟΥΖΕΡ: [247, 855, 417, 871]
- row-label: Ἰταλ. 100 λιρ.: [24, 927, 117, 942]
- row-value: —: [158, 715, 167, 728]
- benz-row: Π. Σταθάτος χωρ. Μοδίου (περ. Λαγκαδᾶ) 1 75 ἵππων: [223, 1708, 561, 1724]
- table-row: [22, 943, 210, 976]
- tech-body: Ἀναλαμβάνει ἔργα Σιδηρᾶ Ἐλαιοτριβεῖα, Μύλους Πετρελαιοκίνητους, Μηχανὰς ἐπισκευάζει... Ἡδρύεται ἐν Θεσσαλονίκῃ τεχνικὸν γραφεῖον διὰ μελέτας μηχανῶν, ἐγκαταστάσεις ἠλεκτρικάς, κινητήρας, τὰ πάσης φύσεως μηχανήματα ἐν γένει.: [223, 703, 441, 837]
- allies-headline: ΟΙ ΣΥΜΜΑΧΟΙ ΔΙΕΚΟΨΑΝ: [515, 902, 857, 934]
- row-label: Λονδίνου: [24, 188, 85, 203]
- reply-headline: ΤΙ ΑΠΑΝΤΑ Η ΚΥΒΕΡΝΗΣΙΣ: [1193, 888, 1539, 918]
- albania-body-3: ΑΘΗΝΑΙ, 19 (τηλ.) — Τηλεγραφεῖται ἐκ Κωνσταντινουπόλεως ὅτι ἐν τῇ γενικῇ διαπραγματεύσει τῶν Συμμάχων ἐνῷ ἔπρεπε νὰ ληφθῶσι ὑπ' ὄψιν αἱ ἀξιώσεις τῶν Τούρκων. Ὁ κ. Χαρίγκτων ἐξηκολούθησε νὰ ἀνακαλῇ τὸν Ταλαάτ ὅπως ἐζήτουν οἱ Τοῦρκοι, ἀλλ' ἡ Ἀγγλικὴ Κυβέρνησις ἐτάραξε τὰ σχέδια αὐτῶν.: [696, 475, 921, 639]
- table-row: [22, 663, 210, 697]
- row-value: 28.—: [136, 597, 167, 611]
- row-value: 85.50: [170, 322, 208, 336]
- table-row: [22, 1163, 210, 1197]
- row-label: Τουρ. 100 λιρ.: [24, 672, 118, 688]
- hats-advert: [223, 1043, 441, 1301]
- syph-title: ΣΥΦΙΛΙΔΙΚΑ-ΔΕΡΜΑΤΙΚΑ: [726, 1422, 892, 1439]
- hats-text: ΤΙΜΑΙ ΕΡΓΟΣΤΑΣΙΟΥ: [366, 1098, 383, 1245]
- row-value: 670.25: [162, 255, 208, 269]
- benz-footer: Γεν. Ἀντιπρόσωποι: Μ. Κ. ΣΤΑΜΑΤΟΠΟΥΛΟΥ ΥΙΟΙ: [258, 1759, 653, 1776]
- row-value: 101.—: [177, 1198, 208, 1229]
- row-label: Βουλ.100 λέβα: [24, 748, 121, 763]
- benz-advert: [223, 1419, 688, 1993]
- row-label: Δ. Τουρκίας: [24, 389, 85, 421]
- cilicia-title: ΔΙΕΣΑΛΕΥΘΗ: [992, 509, 1101, 528]
- row-value: 462.25: [107, 339, 152, 353]
- strike-title: ΑΠΕΡΓΙΑ ΜΥΛΕΡΓΑΤΩΝ: [963, 716, 1131, 732]
- fx-date: ΘΕΣ/ΝΙΚΗ, 16 Σεπτεμβρίου: [25, 155, 207, 170]
- mourou-title: ΜΟΥΡΟΥΝΕΛΑΙΟΝ: [738, 1647, 881, 1664]
- benz-line-4: ΠΩΛΗΘΕΝΤΑ ΜΕΧΡΙ ΣΗΜΕΡΟΝ ΕΝ ΜΑΚΕΔΟΝΙΑ: [307, 1658, 604, 1674]
- table-row: [22, 355, 210, 372]
- caledonian-body: Ἐγκεκριμένη ἐν Ἑλλάδι διὰ Β. Διατάγματος. Κεφάλαιον καὶ ἀποθεματικὸν Στερλίνα 5.331.668. Κεφάλαιον πλέον τῶν Στερλ. 15.000.000.: [935, 1405, 1158, 1480]
- albania-headline: ΓΑΛΛΙΚΗ ΣΥΝΗΓΟΡΙΑ ΥΠΕΡ ΤΩΝ ΤΟΥΡΚ. ΑΞΙΩΣΕΩΝ: [249, 424, 895, 455]
- table-row: [22, 1027, 210, 1044]
- tech-title: ΤΕΧΝΙΚΟΝ ΓΡΑΦΕΙΟΝ: [248, 681, 416, 699]
- notes-title: ΧΑΡΤΟΝΟΜΙΣΜΑ: [51, 844, 180, 859]
- row-label: Αὐστρ. 100 κορ.: [24, 994, 98, 1026]
- row-value: 23.—: [136, 927, 167, 941]
- row-label: Βελγίου: [24, 356, 77, 371]
- caledonian-title: ΚΑΛΕΔΟΝΙΑΝ: [990, 1351, 1103, 1370]
- row-label: Ρουμανίας: [24, 289, 94, 303]
- strike-subtitle: ΑΠΕΙΛΕΙΤΑΙ ΓΕΝΙΚΕΥΣΙΣ: [971, 736, 1122, 751]
- kallias-title: ΔΙΚΗΓΟΡΟΣ: [1011, 1644, 1082, 1657]
- benz-subtitle: ΑΠΕΔΕΙΧΘΗΣΑΝ ΑΝΩΤΕΡΑ ΤΩΝ ΑΛΛΩΝ ΣΥΣΤΗΜΑΤΩΝ: [298, 1444, 613, 1459]
- row-label: Ἰσπ. 100 πεζ.: [24, 731, 111, 746]
- row-value: 20.89: [170, 205, 208, 218]
